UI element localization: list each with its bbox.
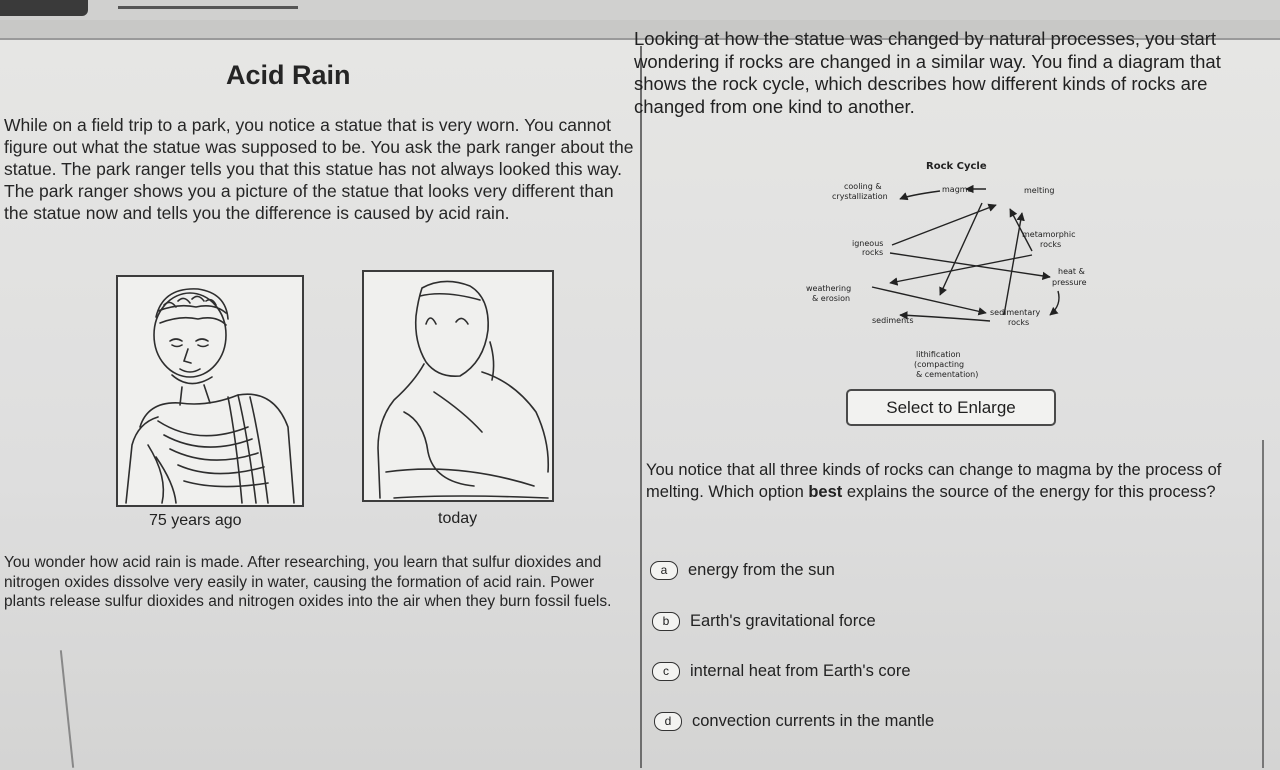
option-b-letter: b xyxy=(652,612,680,631)
column-divider xyxy=(640,46,642,768)
option-a-letter: a xyxy=(650,561,678,580)
right-edge-line xyxy=(1262,440,1264,768)
diagram-title: Rock Cycle xyxy=(926,161,987,172)
option-a-text: energy from the sun xyxy=(688,561,835,579)
passage-title: Acid Rain xyxy=(226,60,351,90)
question-text: You notice that all three kinds of rocks can change to magma by the process of melting. Which option best explains the source of the energy for this process? xyxy=(646,461,1222,501)
option-c-letter: c xyxy=(652,662,680,681)
label-heat: heat & xyxy=(1058,267,1085,276)
statue-today-image xyxy=(362,270,554,502)
label-igneous-rocks: rocks xyxy=(862,248,884,257)
label-magma: magma xyxy=(942,185,973,194)
caption-75-years-ago: 75 years ago xyxy=(149,512,242,529)
option-d[interactable] xyxy=(654,712,934,731)
label-erosion: & erosion xyxy=(812,294,851,303)
right-intro-paragraph: Looking at how the statue was changed by natural processes, you start wondering if rocks are changed in a similar way. You find a diagram that shows the rock cycle, which describes how different kinds of rocks are changed from one kind to another. xyxy=(634,28,1221,117)
option-d-text: convection currents in the mantle xyxy=(692,712,935,730)
top-bar-line xyxy=(118,6,298,9)
label-sedimentary-rocks: rocks xyxy=(1008,318,1030,327)
label-sediments: sediments xyxy=(872,316,914,325)
option-b-text: Earth's gravitational force xyxy=(690,612,876,630)
passage-intro: While on a field trip to a park, you notice a statue that is very worn. You cannot figure out what the statue was supposed to be. You ask the park ranger about the statue. The park ranger tells you that this statue has not always looked this way. The park ranger shows you a picture of the statue that looks very different than the statue now and tells you the difference is caused by acid rain. xyxy=(4,115,634,223)
option-c-text: internal heat from Earth's core xyxy=(690,662,911,680)
label-metamorphic: metamorphic xyxy=(1022,230,1076,239)
label-sedimentary: sedimentary xyxy=(990,308,1041,317)
label-crystallization: crystallization xyxy=(832,192,888,201)
label-metamorphic-rocks: rocks xyxy=(1040,240,1062,249)
statue-before-image xyxy=(116,275,304,507)
label-cooling: cooling & xyxy=(844,182,882,191)
option-a[interactable] xyxy=(650,561,835,580)
label-compacting: (compacting xyxy=(914,360,965,369)
option-c[interactable] xyxy=(652,662,911,681)
browser-top-bar xyxy=(0,0,1280,20)
label-melting: melting xyxy=(1024,186,1055,195)
select-to-enlarge-button[interactable]: Select to Enlarge xyxy=(846,389,1056,426)
label-pressure: pressure xyxy=(1052,278,1087,287)
rock-cycle-diagram[interactable] xyxy=(800,155,1100,390)
caption-today: today xyxy=(438,510,478,527)
option-d-letter: d xyxy=(654,712,682,731)
label-cementation: & cementation) xyxy=(916,370,979,379)
research-paragraph: You wonder how acid rain is made. After researching, you learn that sulfur dioxides and nitrogen oxides dissolve very easily in water, causing the formation of acid rain. Power plants release sulfur dioxides and nitrogen oxides into the air when they burn fossil fuels. xyxy=(4,554,612,610)
option-b[interactable] xyxy=(652,612,876,631)
top-bar-tab[interactable] xyxy=(0,0,88,16)
label-weathering: weathering xyxy=(806,284,852,293)
label-igneous: igneous xyxy=(852,239,884,248)
label-lithification: lithification xyxy=(916,350,961,359)
